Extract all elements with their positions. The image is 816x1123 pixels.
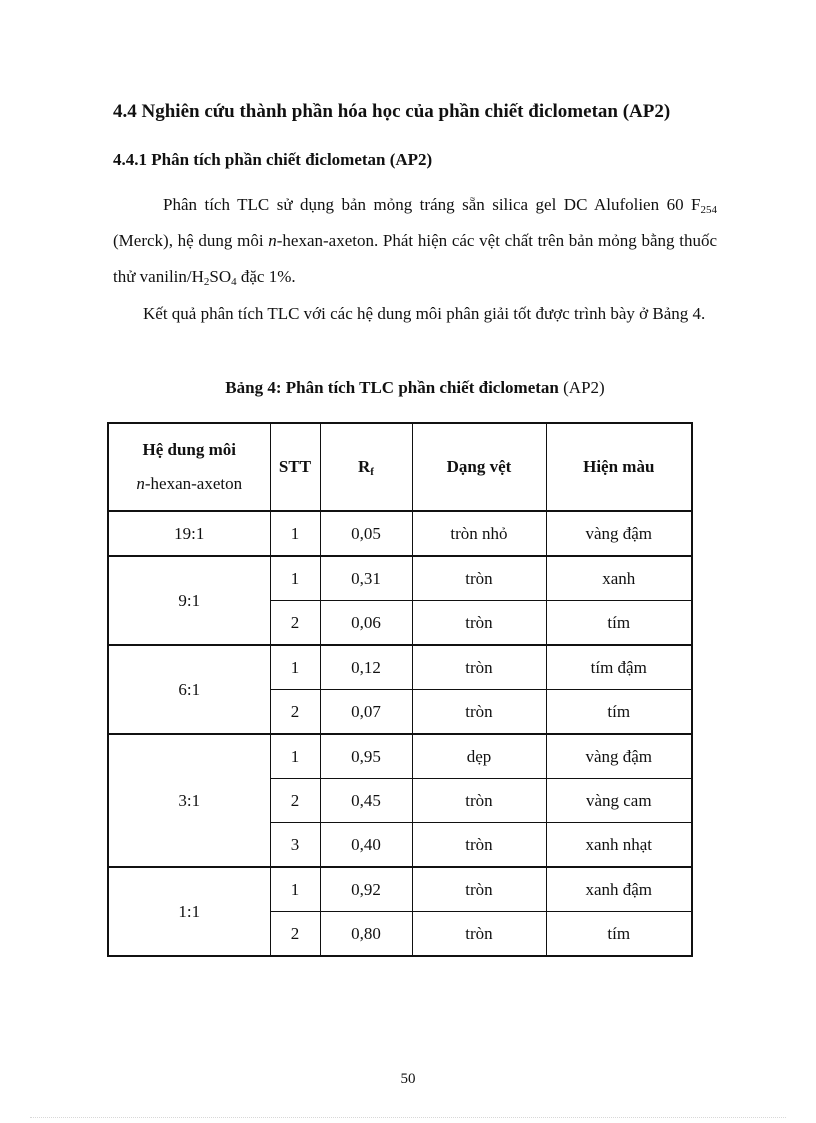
stt-cell: 2 bbox=[270, 779, 320, 823]
stt-cell: 2 bbox=[270, 690, 320, 735]
color-cell: xanh đậm bbox=[546, 867, 692, 912]
color-cell: vàng đậm bbox=[546, 734, 692, 779]
page-number: 50 bbox=[400, 1071, 416, 1087]
color-cell: tím bbox=[546, 690, 692, 735]
color-cell: xanh bbox=[546, 556, 692, 601]
table-row bbox=[108, 511, 692, 556]
shape-cell: tròn bbox=[412, 823, 546, 868]
header-spot-shape: Dạng vệt bbox=[412, 423, 546, 511]
section-heading: 4.4 Nghiên cứu thành phần hóa học của phần chiết điclometan (AP2) bbox=[113, 101, 671, 122]
shape-cell: tròn bbox=[412, 556, 546, 601]
stt-cell: 1 bbox=[270, 511, 320, 556]
rf-cell: 0,06 bbox=[320, 601, 412, 646]
rf-cell: 0,05 bbox=[320, 511, 412, 556]
table-header-row bbox=[108, 423, 692, 511]
stt-cell: 1 bbox=[270, 734, 320, 779]
rf-cell: 0,45 bbox=[320, 779, 412, 823]
stt-cell: 2 bbox=[270, 912, 320, 957]
rf-cell: 0,95 bbox=[320, 734, 412, 779]
shape-cell: tròn bbox=[412, 601, 546, 646]
paragraph-results: Kết quả phân tích TLC với các hệ dung môi phân giải tốt được trình bày ở Bảng 4. bbox=[143, 304, 706, 323]
solvent-ratio: 9:1 bbox=[108, 556, 270, 645]
color-cell: tím bbox=[546, 601, 692, 646]
rf-cell: 0,07 bbox=[320, 690, 412, 735]
stt-cell: 1 bbox=[270, 645, 320, 690]
color-cell: vàng đậm bbox=[546, 511, 692, 556]
table-row bbox=[108, 867, 692, 912]
rf-cell: 0,31 bbox=[320, 556, 412, 601]
tlc-table bbox=[107, 422, 693, 957]
header-color: Hiện màu bbox=[546, 423, 692, 511]
stt-cell: 3 bbox=[270, 823, 320, 868]
rf-cell: 0,80 bbox=[320, 912, 412, 957]
solvent-ratio: 6:1 bbox=[108, 645, 270, 734]
paragraph-method: Phân tích TLC sử dụng bản mỏng tráng sẵn silica gel DC Alufolien 60 $F_{254}$ (Merck), hệ dung môi n-hexan-axeton. Phát hiện các vệt chất trên bản mỏng bằng thuốc thử vanilin/$H_2SO_4$ đặc 1%. bbox=[113, 195, 717, 288]
solvent-ratio: 3:1 bbox=[108, 734, 270, 867]
shape-cell: tròn bbox=[412, 912, 546, 957]
table-row bbox=[108, 645, 692, 690]
stt-cell: 2 bbox=[270, 601, 320, 646]
color-cell: tím bbox=[546, 912, 692, 957]
table-row bbox=[108, 734, 692, 779]
header-solvent-system: Hệ dung môi n-hexan-axeton bbox=[108, 423, 270, 511]
solvent-ratio: 1:1 bbox=[108, 867, 270, 956]
shape-cell: tròn bbox=[412, 690, 546, 735]
rf-cell: 0,40 bbox=[320, 823, 412, 868]
shape-cell: tròn bbox=[412, 645, 546, 690]
header-rf: $R_f$ bbox=[320, 423, 412, 511]
stt-cell: 1 bbox=[270, 556, 320, 601]
footer-divider bbox=[30, 1117, 786, 1118]
shape-cell: tròn bbox=[412, 867, 546, 912]
shape-cell: dẹp bbox=[412, 734, 546, 779]
color-cell: vàng cam bbox=[546, 779, 692, 823]
color-cell: xanh nhạt bbox=[546, 823, 692, 868]
shape-cell: tròn nhỏ bbox=[412, 511, 546, 556]
stt-cell: 1 bbox=[270, 867, 320, 912]
header-stt: STT bbox=[270, 423, 320, 511]
rf-cell: 0,92 bbox=[320, 867, 412, 912]
shape-cell: tròn bbox=[412, 779, 546, 823]
color-cell: tím đậm bbox=[546, 645, 692, 690]
subsection-heading: 4.4.1 Phân tích phần chiết điclometan (AP2) bbox=[113, 150, 433, 169]
table-caption: Bảng 4: Phân tích TLC phần chiết điclometan (AP2) bbox=[225, 378, 605, 397]
rf-cell: 0,12 bbox=[320, 645, 412, 690]
table-row bbox=[108, 556, 692, 601]
solvent-ratio: 19:1 bbox=[108, 511, 270, 556]
